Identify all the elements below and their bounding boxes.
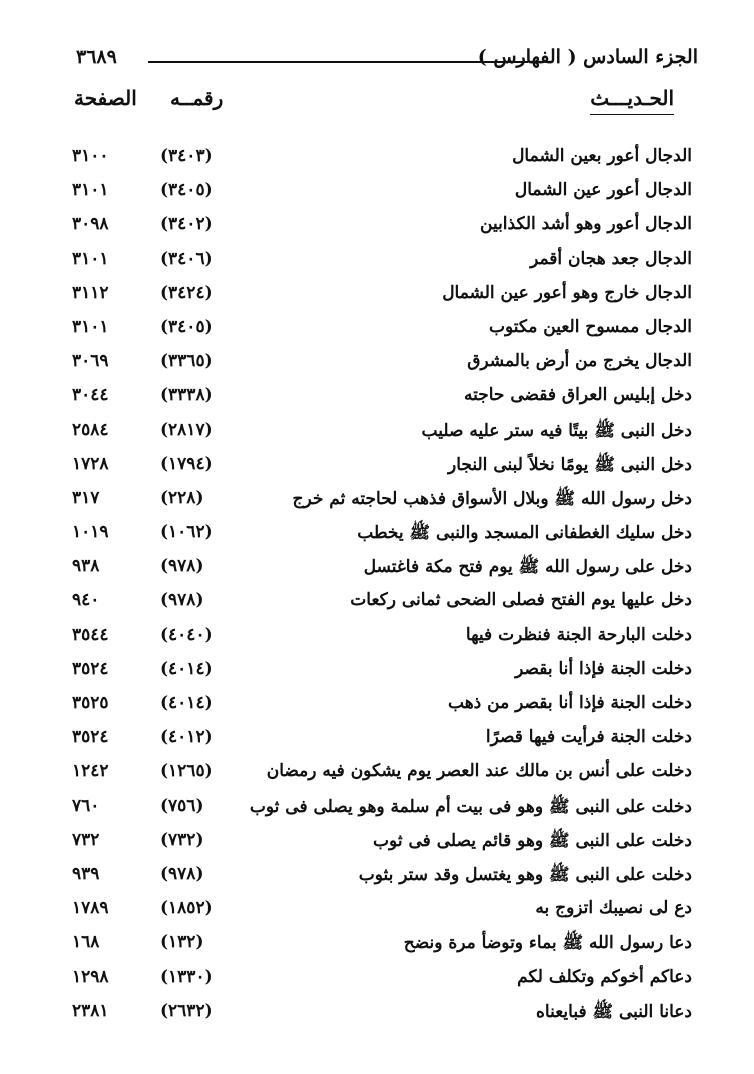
page-reference: ١٠١٩ <box>72 522 109 543</box>
index-row <box>0 142 754 176</box>
index-row <box>0 894 754 928</box>
page-reference: ٧٦٠ <box>72 795 100 816</box>
index-row <box>0 928 754 962</box>
index-row <box>0 689 754 723</box>
hadith-text: دعا رسول الله ﷺ بماء وتوضأ مرة ونضح <box>403 933 692 954</box>
page-reference: ١٢٩٨ <box>72 966 109 987</box>
page-reference: ١٢٤٢ <box>72 761 109 782</box>
hadith-number: (٢٢٨) <box>160 487 204 508</box>
index-row <box>0 313 754 347</box>
page-reference: ٩٤٠ <box>72 590 100 611</box>
hadith-text: دخل عليها يوم الفتح فصلى الضحى ثمانى ركعات <box>350 590 692 611</box>
hadith-number: (١٨٥٢) <box>160 898 213 919</box>
index-row <box>0 381 754 415</box>
index-row <box>0 826 754 860</box>
page-reference: ١٦٨ <box>72 932 100 953</box>
hadith-text: الدجال أعور بعين الشمال <box>512 146 692 166</box>
hadith-number: (٢٨١٧) <box>160 419 213 440</box>
hadith-text: الدجال أعور وهو أشد الكذابين <box>480 214 692 235</box>
hadith-number: (٩٧٨) <box>160 556 204 577</box>
page-reference: ٣٠٤٤ <box>72 385 109 406</box>
page-reference: ٧٣٢ <box>72 829 100 850</box>
hadith-number: (٢٦٣٢) <box>160 1000 213 1021</box>
hadith-text: الدجال خارج وهو أعور عين الشمال <box>442 282 692 303</box>
column-header-hadith-label: الحـديـــث <box>590 86 674 110</box>
page-reference: ٣٠٩٨ <box>72 214 109 235</box>
index-row <box>0 997 754 1031</box>
hadith-number: (١٢٦٥) <box>160 761 213 782</box>
hadith-number: (٣٤٠٥) <box>160 316 213 337</box>
page-reference: ٣٠٦٩ <box>72 351 109 372</box>
hadith-number: (٤٠٤٠) <box>160 624 213 645</box>
hadith-number: (١٣٣٠) <box>160 966 213 987</box>
index-row <box>0 552 754 586</box>
index-row <box>0 621 754 655</box>
page-reference: ٣٥٢٥ <box>72 693 109 713</box>
column-header-number: رقمــه <box>170 86 224 110</box>
index-row <box>0 484 754 518</box>
index-row <box>0 757 754 791</box>
header-rule <box>148 61 528 63</box>
hadith-text: الدجال أعور عين الشمال <box>514 180 692 201</box>
hadith-number: (٣٤٢٤) <box>160 282 213 303</box>
hadith-text: الدجال جعد هجان أقمر <box>530 248 692 269</box>
page-reference: ٣١٠١ <box>72 316 109 337</box>
hadith-text: دخل النبى ﷺ بيتًا فيه ستر عليه صليب <box>421 420 692 441</box>
page-reference: ٣٥٢٤ <box>72 658 109 679</box>
hadith-number: (٣٤٠٢) <box>160 214 213 235</box>
index-row <box>0 963 754 997</box>
index-list <box>0 142 754 1031</box>
hadith-text: دخل رسول الله ﷺ وبلال الأسواق فذهب لحاجته ثم خرج <box>292 488 692 509</box>
index-row <box>0 176 754 210</box>
page-reference: ٣١٧ <box>72 487 100 508</box>
hadith-number: (٣٣٣٨) <box>160 385 213 406</box>
page-reference: ١٧٨٩ <box>72 898 109 919</box>
hadith-number: (٧٥٦) <box>160 795 204 816</box>
index-row <box>0 245 754 279</box>
index-row <box>0 347 754 381</box>
page-header <box>70 44 698 78</box>
hadith-text: دع لى نصيبك اتزوج به <box>535 898 692 919</box>
index-row <box>0 210 754 244</box>
column-header-page: الصفحة <box>74 86 137 110</box>
hadith-text: دخل إبليس العراق فقضى حاجته <box>464 385 692 406</box>
page-reference: ٣٥٤٤ <box>72 624 109 645</box>
page-reference: ٣١٠١ <box>72 180 109 201</box>
hadith-number: (٩٧٨) <box>160 863 204 884</box>
hadith-text: دخلت على النبى ﷺ وهو يغتسل وقد ستر بثوب <box>358 864 692 885</box>
page-reference: ٢٥٨٤ <box>72 419 109 440</box>
page-number: ٣٦٨٩ <box>76 46 117 68</box>
index-row <box>0 860 754 894</box>
hadith-number: (٤٠١٤) <box>160 658 213 679</box>
hadith-text: دخلت على النبى ﷺ وهو قائم يصلى فى ثوب <box>373 830 692 851</box>
hadith-text: الدجال ممسوح العين مكتوب <box>488 316 692 337</box>
index-row <box>0 723 754 757</box>
page-reference: ٩٣٩ <box>72 863 100 884</box>
column-header-underline <box>590 114 674 115</box>
index-row <box>0 586 754 620</box>
hadith-text: الدجال يخرج من أرض بالمشرق <box>467 351 692 372</box>
index-row <box>0 416 754 450</box>
hadith-number: (٣٤٠٦) <box>160 248 213 269</box>
page-reference: ٣٥٢٤ <box>72 727 109 748</box>
hadith-text: دخلت على أنس بن مالك عند العصر يوم يشكون فيه رمضان <box>266 761 692 782</box>
index-row <box>0 279 754 313</box>
hadith-text: دخل النبى ﷺ يومًا نخلاً لبنى النجار <box>448 454 692 475</box>
page-reference: ٢٣٨١ <box>72 1000 109 1021</box>
column-header-hadith <box>590 86 674 115</box>
index-row <box>0 450 754 484</box>
index-row <box>0 792 754 826</box>
hadith-number: (٣٤٠٣) <box>160 146 213 166</box>
hadith-text: دخل على رسول الله ﷺ يوم فتح مكة فاغتسل <box>363 557 692 578</box>
hadith-number: (٤٠١٢) <box>160 727 213 748</box>
page-reference: ٣١٠١ <box>72 248 109 269</box>
hadith-text: دعاكم أخوكم وتكلف لكم <box>517 966 692 987</box>
hadith-text: دخلت الجنة فإذا أنا بقصر من ذهب <box>448 693 692 713</box>
hadith-number: (٤٠١٤) <box>160 693 213 713</box>
hadith-text: دخلت البارحة الجنة فنظرت فيها <box>465 624 692 645</box>
hadith-text: دعانا النبى ﷺ فبايعناه <box>535 1001 692 1022</box>
hadith-text: دخل سليك الغطفانى المسجد والنبى ﷺ يخطب <box>357 523 692 544</box>
hadith-number: (١٧٩٤) <box>160 453 213 474</box>
hadith-text: دخلت على النبى ﷺ وهو فى بيت أم سلمة وهو يصلى فى ثوب <box>249 796 692 817</box>
hadith-text: دخلت الجنة فرأيت فيها قصرًا <box>485 727 692 748</box>
hadith-number: (١٣٢) <box>160 932 204 953</box>
page-reference: ٩٣٨ <box>72 556 100 577</box>
running-title: الجزء السادس ( الفهارس ) <box>477 46 698 68</box>
page-reference: ١٧٢٨ <box>72 453 109 474</box>
index-row <box>0 518 754 552</box>
hadith-number: (٣٣٦٥) <box>160 351 213 372</box>
page-reference: ٣١١٢ <box>72 282 109 303</box>
hadith-text: دخلت الجنة فإذا أنا بقصر <box>515 658 692 679</box>
page-reference: ٣١٠٠ <box>72 146 109 166</box>
hadith-number: (١٠٦٢) <box>160 522 213 543</box>
index-row <box>0 655 754 689</box>
hadith-number: (٧٣٢) <box>160 829 204 850</box>
hadith-number: (٩٧٨) <box>160 590 204 611</box>
hadith-number: (٣٤٠٥) <box>160 180 213 201</box>
